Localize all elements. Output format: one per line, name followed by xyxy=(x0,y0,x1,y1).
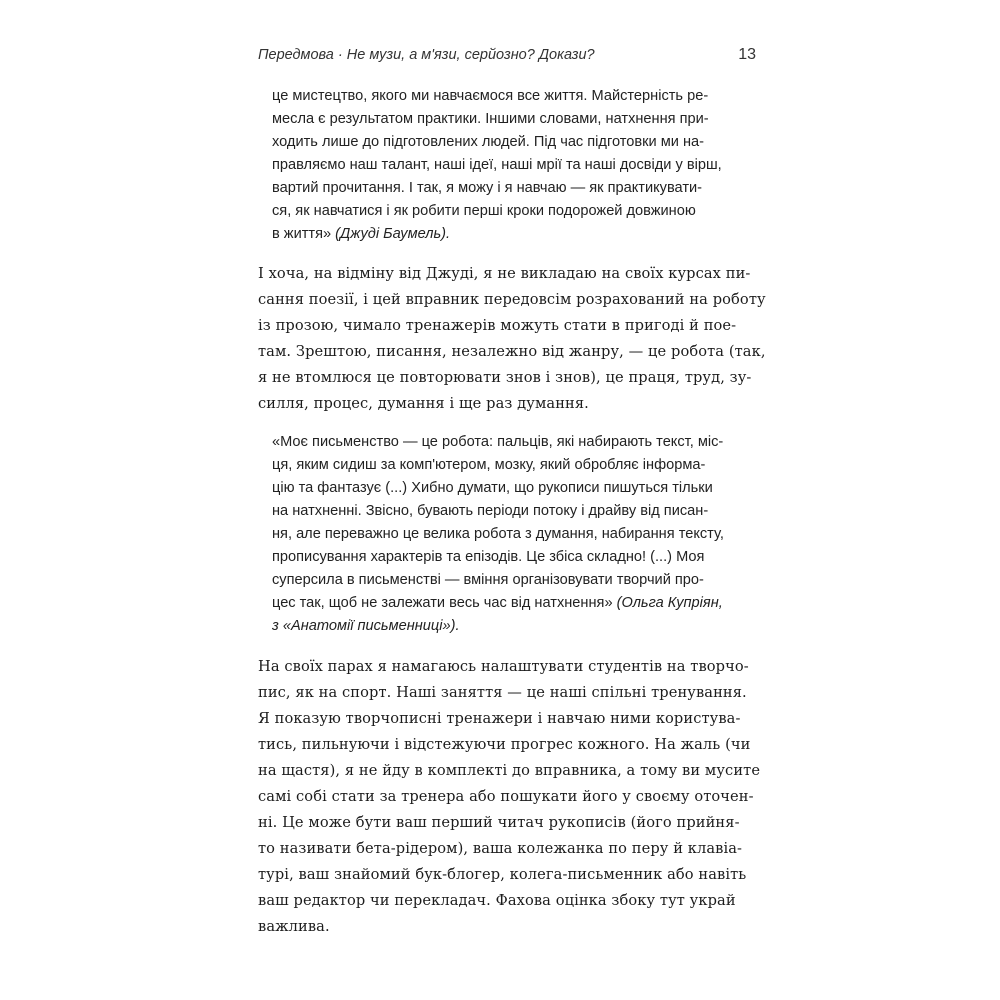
text-line: месла є результатом практики. Іншими словами, натхнення при- xyxy=(272,111,709,127)
quote-attribution: (Ольга Купріян, xyxy=(616,595,723,611)
text-line: прописування характерів та епізодів. Це збіса складно! (...) Моя xyxy=(272,549,705,565)
text-line: самі собі стати за тренера або пошукати його у своєму оточен- xyxy=(258,788,754,805)
quote-text: цес так, щоб не залежати весь час від натхнення» xyxy=(272,595,613,611)
page-number: 13 xyxy=(738,46,756,63)
text-line: силля, процес, думання і ще раз думання. xyxy=(258,395,589,412)
text-line xyxy=(272,595,723,611)
text-line xyxy=(272,226,450,242)
running-header xyxy=(258,47,756,71)
text-line: турі, ваш знайомий бук-блогер, колега-письменник або навіть xyxy=(258,866,747,883)
text-line: то називати бета-рідером), ваша колежанка по перу й клавіа- xyxy=(258,840,743,857)
text-line: вартий прочитання. І так, я можу і я навчаю — як практикувати- xyxy=(272,180,703,196)
text-line: цію та фантазує (...) Хибно думати, що рукописи пишуться тільки xyxy=(272,480,713,496)
text-line: із прозою, чимало тренажерів можуть стати в пригоді й пое- xyxy=(258,317,737,334)
text-line: пис, як на спорт. Наші заняття — це наші спільні тренування. xyxy=(258,684,747,701)
quote-attribution: з «Анатомії письменниці»). xyxy=(272,618,460,634)
quote-text: в життя» xyxy=(272,226,332,242)
text-line: ня, але переважно це велика робота з думання, набирання тексту, xyxy=(272,526,724,542)
text-line: тись, пильнуючи і відстежуючи прогрес кожного. На жаль (чи xyxy=(258,736,751,753)
text-line: «Моє письменство — це робота: пальців, які набирають текст, міс- xyxy=(272,434,724,450)
text-line: на щастя), я не йду в комплекті до вправника, а тому ви мусите xyxy=(258,762,761,779)
text-line: ся, як навчатися і як робити перші кроки подорожей довжиною xyxy=(272,203,696,219)
text-line: Я показую творчописні тренажери і навчаю ними користува- xyxy=(258,710,741,727)
text-line: я не втомлюся це повторювати знов і знов), це праця, труд, зу- xyxy=(258,369,752,386)
text-line: І хоча, на відміну від Джуді, я не викладаю на своїх курсах пи- xyxy=(258,265,751,282)
text-line: ця, яким сидиш за комп'ютером, мозку, який обробляє інформа- xyxy=(272,457,706,473)
text-line: це мистецтво, якого ми навчаємося все життя. Майстерність ре- xyxy=(272,88,709,104)
text-line: там. Зрештою, писання, незалежно від жанру, — це робота (так, xyxy=(258,343,766,360)
quote-attribution: (Джуді Баумель). xyxy=(335,226,451,242)
text-line: ходить лише до підготовлених людей. Під час підготовки ми на- xyxy=(272,134,704,150)
running-title: Передмова · Не музи, а м'язи, серйозно? Докази? xyxy=(258,47,595,63)
text-line: правляємо наш талант, наші ідеї, наші мрії та наші досвіди у вірш, xyxy=(272,157,722,173)
text-line: важлива. xyxy=(258,918,330,935)
text-line: суперсила в письменстві — вміння організовувати творчий про- xyxy=(272,572,704,588)
text-line: На своїх парах я намагаюсь налаштувати студентів на творчо- xyxy=(258,658,749,675)
text-line: ні. Це може бути ваш перший читач рукописів (його прийня- xyxy=(258,814,740,831)
text-line: на натхненні. Звісно, бувають періоди потоку і драйву від писан- xyxy=(272,503,709,519)
text-line: ваш редактор чи перекладач. Фахова оцінка збоку тут украй xyxy=(258,892,736,909)
text-line: сання поезії, і цей вправник передовсім розрахований на роботу xyxy=(258,291,766,308)
